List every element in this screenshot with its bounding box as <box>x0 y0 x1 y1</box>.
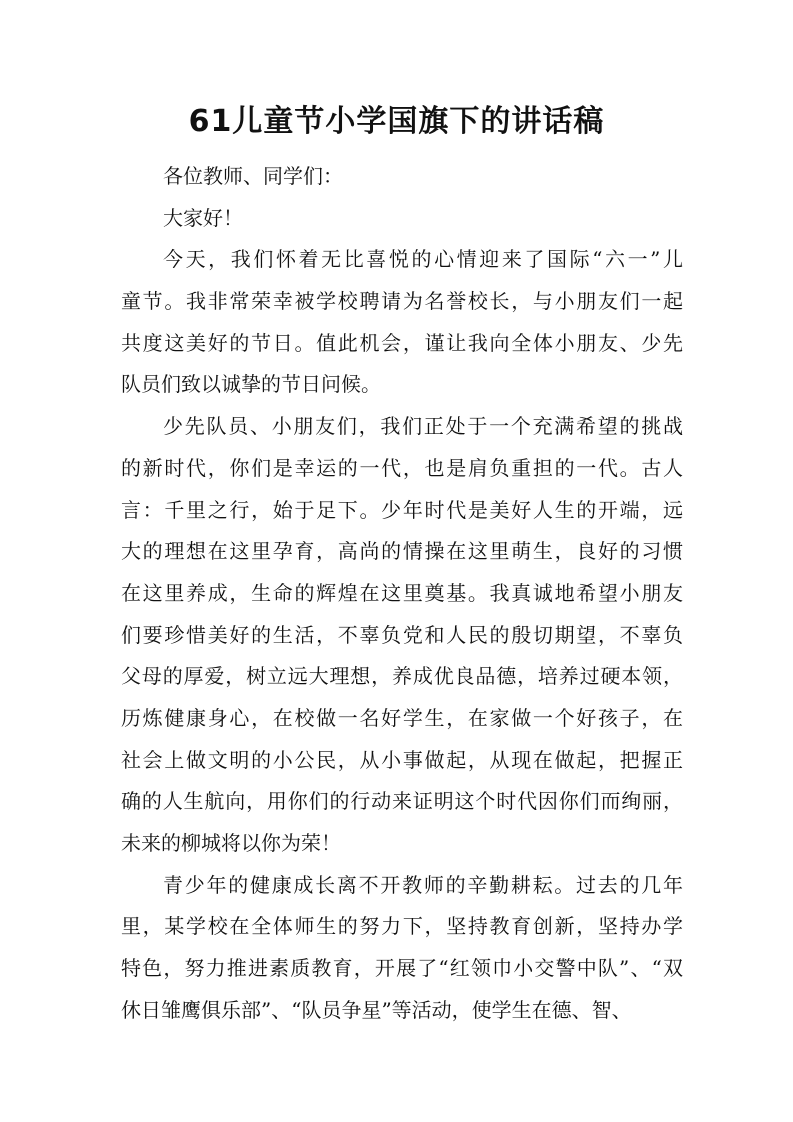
paragraph-line: 里，某学校在全体师生的努力下，坚持教育创新，坚持办学 <box>121 914 683 939</box>
paragraph-line: 青少年的健康成长离不开教师的辛勤耕耘。过去的几年 <box>163 872 683 897</box>
paragraph <box>121 156 683 198</box>
paragraph-line: 童节。我非常荣幸被学校聘请为名誉校长，与小朋友们一起 <box>121 289 683 314</box>
paragraph-line: 各位教师、同学们： <box>163 164 343 188</box>
paragraph-line: 队员们致以诚挚的节日问候。 <box>121 372 381 397</box>
document-title: 61儿童节小学国旗下的讲话稿 <box>188 104 605 139</box>
paragraph-line: 言：千里之行，始于足下。少年时代是美好人生的开端，远 <box>121 497 683 522</box>
paragraph <box>121 239 683 406</box>
paragraph <box>121 865 683 1032</box>
paragraph-line: 共度这美好的节日。值此机会，谨让我向全体小朋友、少先 <box>121 330 683 355</box>
paragraph-line: 未来的柳城将以你为荣！ <box>121 831 341 855</box>
paragraph-line: 在这里养成，生命的辉煌在这里奠基。我真诚地希望小朋友 <box>121 580 683 605</box>
paragraph-line: 历炼健康身心，在校做一名好学生，在家做一个好孩子，在 <box>121 705 683 730</box>
paragraph-line: 少先队员、小朋友们，我们正处于一个充满希望的挑战 <box>163 414 683 439</box>
paragraph-line: 社会上做文明的小公民，从小事做起，从现在做起，把握正 <box>121 747 683 772</box>
paragraph-line: 确的人生航向，用你们的行动来证明这个时代因你们而绚丽， <box>121 789 683 814</box>
paragraph-line: 休日雏鹰俱乐部”、“队员争星”等活动，使学生在德、智、 <box>121 997 632 1022</box>
paragraph-line: 今天，我们怀着无比喜悦的心情迎来了国际“六一”儿 <box>163 247 683 272</box>
paragraph-line: 父母的厚爱，树立远大理想，养成优良品德，培养过硬本领， <box>121 664 683 689</box>
paragraph <box>121 198 683 240</box>
paragraph-line: 们要珍惜美好的生活，不辜负党和人民的殷切期望，不辜负 <box>121 622 683 647</box>
document-body <box>121 156 683 1031</box>
paragraph <box>121 406 683 865</box>
paragraph-line: 大的理想在这里孕育，高尚的情操在这里萌生，良好的习惯 <box>121 539 683 564</box>
paragraph-line: 特色，努力推进素质教育，开展了“红领巾小交警中队”、“双 <box>121 956 683 981</box>
paragraph-line: 大家好！ <box>163 205 243 230</box>
paragraph-line: 的新时代，你们是幸运的一代，也是肩负重担的一代。古人 <box>121 455 683 480</box>
